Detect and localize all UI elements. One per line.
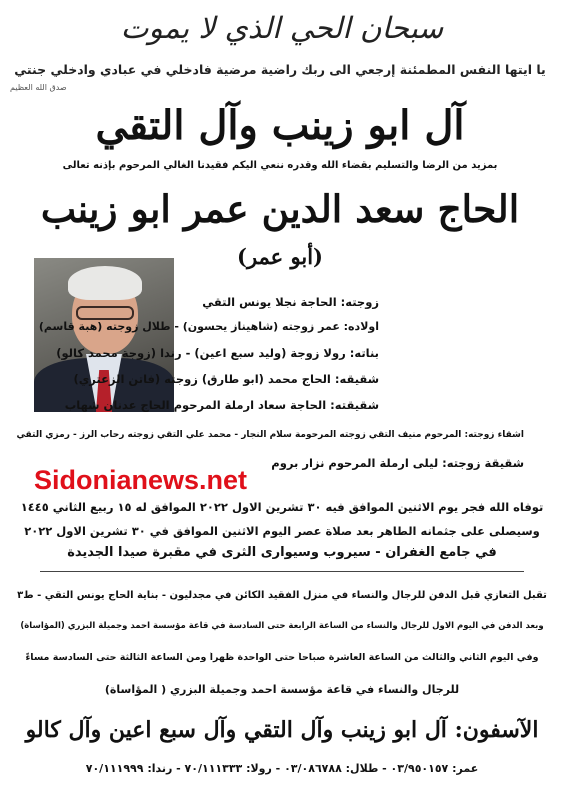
relative-sister: شقيقته: الحاجة سعاد ارملة المرحوم الحاج عدنان شهاب: [64, 398, 379, 412]
burial-location: في جامع الغفران - سيروب وسيوارى الثرى في مقبرة صيدا الجديدة: [67, 545, 497, 560]
site-watermark: Sidonianews.net: [34, 465, 248, 495]
intro-text: بمزيد من الرضا والتسليم بقضاء الله وقدره ننعي اليكم فقيدنا الغالي المرحوم بإذنه تعالى: [62, 160, 498, 171]
family-title: آل ابو زينب وآل التقي: [95, 102, 465, 149]
deceased-name: الحاج سعد الدين عمر ابو زينب: [40, 187, 520, 231]
contact-phones: عمر: ٠٣/٩٥٠١٥٧ - طلال: ٠٣/٠٨٦٧٨٨ - رولا: ٧٠/١١١٣٣٣ - رندا: ٧٠/١١١٩٩٩: [85, 762, 479, 775]
relative-sons: اولاده: عمر زوجته (شاهيناز يحسون) - طلال زوجته (هبة قاسم): [38, 320, 379, 333]
deceased-nickname: (أبو عمر): [237, 244, 323, 269]
condolence-line: للرجال والنساء في قاعة مؤسسة احمد وجميلة البزري ( المؤاساة): [104, 683, 460, 696]
condolence-line: وبعد الدفن في اليوم الاول للرجال والنساء من الساعة الرابعة حتى السادسة في قاعة مؤسسة احمد وجميلة البزري (المؤاساة): [20, 621, 544, 631]
death-date: توفاه الله فجر يوم الاثنين الموافق فيه ٣٠ تشرين الاول ٢٠٢٢ الموافق له ١٥ ربيع الثاني ١٤٤٥: [20, 500, 544, 514]
portrait-photo: [34, 258, 174, 412]
relative-brother: شقيقه: الحاج محمد (ابو طارق) زوجته (فاتن الزعتري): [73, 372, 379, 386]
relative-wife-sister: شقيقة زوجته: ليلى ارملة المرحوم نزار بروم: [271, 456, 524, 470]
relative-wife-siblings: اشقاء زوجته: المرحوم منيف التقي زوجته المرحومة سلام النجار - محمد علي التقي زوجته رحاب الرز - رمزي التقي: [16, 430, 524, 440]
calligraphy-header: سبحان الحي الذي لا يموت: [120, 11, 444, 45]
relative-wife: زوجته: الحاجة نجلا يونس التقي: [202, 295, 379, 309]
funeral-prayer: وسيصلى على جثمانه الطاهر بعد صلاة عصر اليوم الاثنين الموافق في ٣٠ تشرين الاول ٢٠٢٢: [24, 524, 540, 538]
verse-source: صدق الله العظيم: [10, 83, 67, 92]
condolence-line: وفي اليوم الثاني والثالث من الساعة العاشرة صباحاً حتى الواحدة ظهراً ومن الساعة الثالثة حتى السادسة مساءً: [25, 652, 539, 663]
section-divider: [40, 571, 524, 572]
relative-daughters: بناته: رولا زوجة (وليد سبع اعين) - رندا (زوجة محمد كالو): [56, 346, 379, 360]
mourners-line: الآسفون: آل ابو زينب وآل التقي وآل سبع اعين وآل كالو: [25, 717, 539, 743]
condolence-line: تقبل التعازي قبل الدفن للرجال والنساء في منزل الفقيد الكائن في مجدليون - بناية الحاج يونس التقي - ط٣: [17, 590, 547, 601]
quran-verse: يا ايتها النفس المطمئنة إرجعي الى ربك راضية مرضية فادخلي في عبادي وادخلي جنتي: [14, 62, 546, 77]
